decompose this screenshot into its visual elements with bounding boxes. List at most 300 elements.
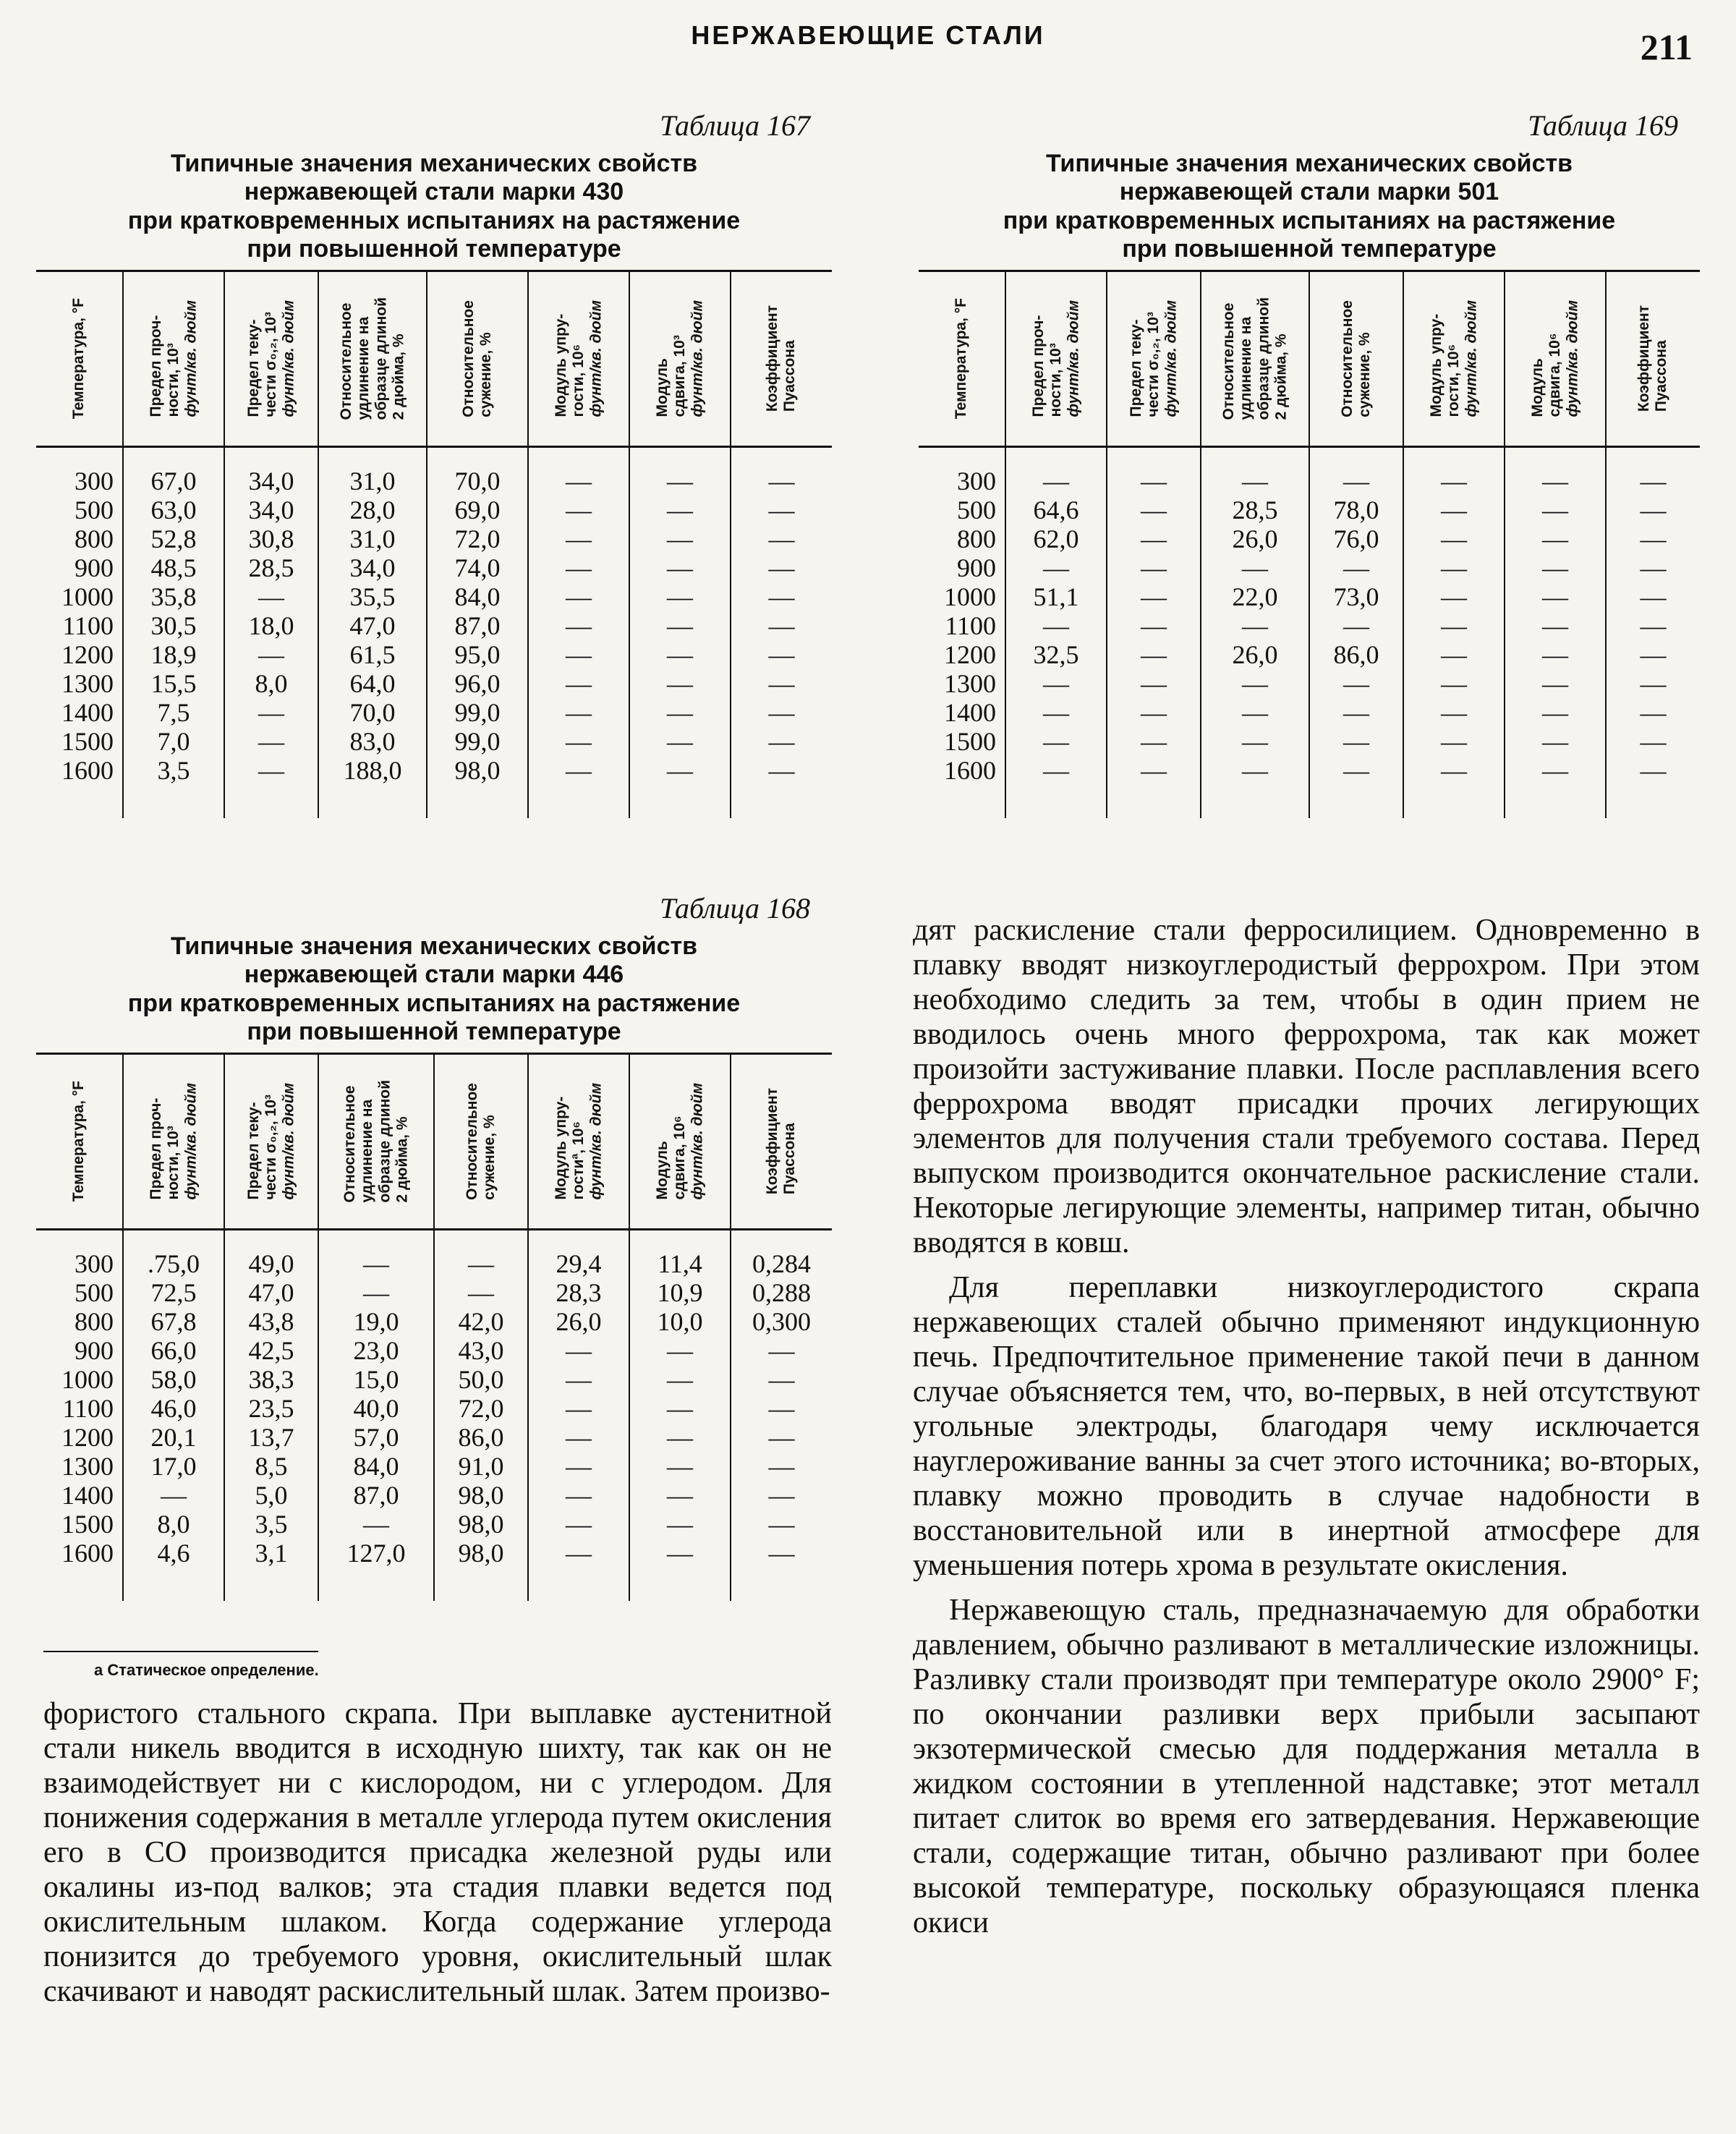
table-cell: 900: [75, 553, 114, 582]
paragraph: дят раскисление стали ферросилицием. Одновременно в плавку вводят низкоуглеродистый феррохром. При этом необходимо следить за тем, чтобы в один прием не вводилось очень много феррохрома, так как может произойти застуживание плавки. После расплавления всего феррохрома вводят присадки прочих легирующих элементов для получения стали требуемого состава. Перед выпуском производится окончательное раскисление стали. Некоторые легирующие элементы, например титан, обычно вводятся в ковш.: [913, 914, 1700, 1259]
table-cell: 34,0: [224, 496, 318, 524]
left-column-text: [43, 1696, 832, 2009]
table-cell: 4,6: [123, 1539, 224, 1568]
table-cell: —: [528, 1481, 629, 1510]
table-cell: —: [1505, 727, 1606, 756]
table-cell: —: [528, 1539, 629, 1568]
header-strength: Предел проч- ности, 10³ фунт/кв. дюйм: [147, 300, 200, 417]
table-cell: —: [1005, 446, 1107, 496]
table-cell: 1200: [61, 1422, 114, 1452]
table-cell: —: [1505, 446, 1606, 496]
table-cell: —: [629, 553, 731, 582]
table-cell: —: [1107, 669, 1201, 698]
table-cell: —: [731, 1336, 832, 1365]
table-cell: 1500: [944, 726, 996, 756]
table-cell: 1600: [61, 1538, 114, 1568]
table-cell: —: [1606, 553, 1700, 582]
table-cell: 15,0: [318, 1365, 434, 1394]
table-cell: —: [1201, 669, 1309, 698]
table-row: [919, 524, 1700, 553]
table-cell: 0,284: [731, 1229, 832, 1278]
table-cell: —: [434, 1229, 528, 1278]
table-cell: —: [434, 1278, 528, 1307]
table-cell: 1100: [62, 611, 114, 640]
table-cell: 98,0: [434, 1510, 528, 1539]
table-cell: —: [731, 446, 832, 496]
table-cell: 15,5: [123, 669, 224, 698]
table-row: [36, 640, 832, 669]
table-cell: 900: [75, 1335, 114, 1365]
table-cell: —: [1606, 640, 1700, 669]
table-cell: —: [1606, 698, 1700, 727]
table-cell: 23,0: [318, 1336, 434, 1365]
table-cell: —: [1505, 553, 1606, 582]
table-cell: —: [1309, 611, 1403, 640]
table-number: Таблица 169: [1528, 109, 1678, 142]
table-cell: 46,0: [123, 1394, 224, 1423]
table-cell: 22,0: [1201, 582, 1309, 611]
table-cell: 67,8: [123, 1307, 224, 1336]
table-cell: 1600: [944, 755, 996, 785]
table-cell: —: [1107, 698, 1201, 727]
header-temperature: Температура, °F: [70, 1081, 88, 1202]
table-cell: 84,0: [427, 582, 528, 611]
table-cell: .75,0: [123, 1229, 224, 1278]
table-cell: 52,8: [123, 524, 224, 553]
table-cell: —: [1403, 553, 1505, 582]
table-row: [36, 1307, 832, 1336]
table-cell: 40,0: [318, 1394, 434, 1423]
table-cell: 30,5: [123, 611, 224, 640]
table-cell: —: [629, 1481, 731, 1510]
table-cell: —: [318, 1229, 434, 1278]
table-cell: —: [1107, 496, 1201, 524]
table-cell: 31,0: [318, 524, 427, 553]
table-cell: 3,5: [123, 756, 224, 785]
header-yield: Предел теку- чести σ₀,₂, 10³ фунт/кв. дюйм: [244, 300, 297, 417]
table-cell: 47,0: [224, 1278, 318, 1307]
table-cell: 34,0: [318, 553, 427, 582]
table-cell: 51,1: [1005, 582, 1107, 611]
table-cell: —: [1403, 640, 1505, 669]
table-cell: —: [731, 1539, 832, 1568]
table-cell: —: [1606, 727, 1700, 756]
table-cell: 66,0: [123, 1336, 224, 1365]
header-shear: Модуль сдвига, 10⁶ фунт/кв. дюйм: [1528, 300, 1581, 417]
table-cell: —: [1505, 669, 1606, 698]
table-cell: —: [1505, 611, 1606, 640]
table-cell: 8,5: [224, 1452, 318, 1481]
header-temperature: Температура, °F: [70, 298, 88, 420]
table-cell: 300: [75, 466, 114, 496]
table-cell: —: [1201, 756, 1309, 785]
table-cell: —: [528, 756, 629, 785]
table-cell: —: [1107, 727, 1201, 756]
table-cell: —: [731, 524, 832, 553]
table-cell: 1000: [61, 582, 114, 611]
table-cell: 500: [957, 495, 996, 524]
table-cell: —: [1606, 582, 1700, 611]
table-row: [36, 496, 832, 524]
table-167: [36, 109, 832, 818]
table-row: [36, 446, 832, 496]
table-cell: —: [528, 496, 629, 524]
table-cell: —: [318, 1278, 434, 1307]
table-cell: —: [1107, 446, 1201, 496]
table-cell: —: [1403, 524, 1505, 553]
table-cell: —: [629, 1394, 731, 1423]
table-row: [36, 1365, 832, 1394]
header-modulus: Модуль упру- гости, 10⁶ фунт/кв. дюйм: [1427, 300, 1480, 417]
table-cell: 1000: [61, 1364, 114, 1394]
table-cell: 30,8: [224, 524, 318, 553]
table-cell: 1100: [62, 1393, 114, 1423]
table-cell: —: [629, 1539, 731, 1568]
table-cell: 300: [957, 466, 996, 496]
table-cell: —: [629, 727, 731, 756]
table-cell: —: [1403, 611, 1505, 640]
table-cell: —: [1403, 669, 1505, 698]
table-cell: —: [528, 1452, 629, 1481]
table-row: [36, 669, 832, 698]
table-row: [919, 640, 1700, 669]
running-head: НЕРЖАВЕЮЩИЕ СТАЛИ: [691, 20, 1045, 50]
header-strength: Предел проч- ности, 10³ фунт/кв. дюйм: [1029, 300, 1082, 417]
table-row: [919, 611, 1700, 640]
table-row: [36, 611, 832, 640]
data-table: [36, 270, 832, 818]
table-cell: —: [1403, 727, 1505, 756]
table-cell: —: [731, 1365, 832, 1394]
table-cell: —: [629, 1336, 731, 1365]
table-cell: 17,0: [123, 1452, 224, 1481]
table-cell: 42,5: [224, 1336, 318, 1365]
table-cell: 1600: [61, 755, 114, 785]
table-cell: —: [1201, 446, 1309, 496]
table-cell: —: [1403, 698, 1505, 727]
header-poisson: Коэффициент Пуассона: [1635, 305, 1670, 412]
table-cell: —: [224, 756, 318, 785]
table-cell: 5,0: [224, 1481, 318, 1510]
table-cell: 0,288: [731, 1278, 832, 1307]
table-cell: —: [1309, 727, 1403, 756]
table-cell: 35,5: [318, 582, 427, 611]
table-cell: 42,0: [434, 1307, 528, 1336]
table-cell: 61,5: [318, 640, 427, 669]
right-column-text: [913, 913, 1700, 1940]
table-cell: 1100: [945, 611, 996, 640]
table-cell: —: [1107, 611, 1201, 640]
table-cell: 43,8: [224, 1307, 318, 1336]
table-row: [36, 1336, 832, 1365]
table-cell: —: [1107, 553, 1201, 582]
table-cell: 67,0: [123, 446, 224, 496]
table-row: [919, 756, 1700, 785]
table-cell: —: [1201, 698, 1309, 727]
table-row: [919, 582, 1700, 611]
table-cell: —: [1309, 446, 1403, 496]
table-cell: —: [629, 1365, 731, 1394]
header-reduction: Относительное сужение, %: [463, 1082, 498, 1200]
header-poisson: Коэффициент Пуассона: [764, 305, 799, 412]
table-cell: 78,0: [1309, 496, 1403, 524]
table-cell: —: [1107, 756, 1201, 785]
table-cell: —: [629, 1423, 731, 1452]
paragraph: фористого стального скрапа. При выплавке аустенитной стали никель вводится в исходную шихту, так как он не взаимодействует ни с кислородом, ни с углеродом. Для понижения содержания в металле углерода путем окисления его в CO производится присадка железной руды или окалины из-под валков; эта стадия плавки ведется под окислительным шлаком. Когда содержание углерода понизится до требуемого уровня, окислительный шлак скачивают и наводят раскислительный шлак. Затем произво-: [43, 1697, 832, 2008]
table-cell: —: [629, 1452, 731, 1481]
table-cell: —: [1005, 698, 1107, 727]
table-cell: —: [731, 756, 832, 785]
table-cell: —: [1201, 553, 1309, 582]
table-number: Таблица 168: [660, 892, 810, 924]
table-row-spacer: [919, 785, 1700, 818]
table-cell: 1000: [944, 582, 996, 611]
table-row: [36, 582, 832, 611]
paragraph: Для переплавки низкоуглеродистого скрапа нержавеющих сталей обычно применяют индукционную печь. Предпочтительное применение такой печи в данном случае объясняется тем, что, во-первых, в ней отсутствуют угольные электроды, благодаря чему исключается науглероживание ванны за счет этого источника; во-вторых, плавку можно проводить в случае надобности в восстановительной или в инертной атмосфере для уменьшения потерь хрома в результате окисления.: [913, 1271, 1700, 1582]
table-cell: —: [629, 524, 731, 553]
table-cell: —: [731, 1423, 832, 1452]
header-elongation: Относительное удлинение на образце длиной 2 дюйма, %: [1220, 297, 1290, 420]
table-cell: —: [1606, 756, 1700, 785]
table-cell: 28,0: [318, 496, 427, 524]
table-cell: —: [1403, 496, 1505, 524]
table-cell: 23,5: [224, 1394, 318, 1423]
table-row-spacer: [36, 1568, 832, 1601]
table-cell: —: [123, 1481, 224, 1510]
table-cell: 86,0: [1309, 640, 1403, 669]
table-169: [919, 109, 1700, 818]
table-cell: —: [1403, 756, 1505, 785]
table-cell: 1200: [944, 639, 996, 669]
table-cell: 74,0: [427, 553, 528, 582]
table-cell: —: [528, 1336, 629, 1365]
table-cell: 58,0: [123, 1365, 224, 1394]
table-cell: —: [1505, 756, 1606, 785]
table-cell: 31,0: [318, 446, 427, 496]
table-cell: 18,0: [224, 611, 318, 640]
table-cell: —: [528, 553, 629, 582]
table-cell: 300: [75, 1249, 114, 1278]
header-shear: Модуль сдвига, 10⁶ фунт/кв. дюйм: [653, 1083, 706, 1200]
table-cell: 800: [75, 524, 114, 553]
table-row: [36, 1481, 832, 1510]
table-cell: —: [731, 727, 832, 756]
table-cell: 11,4: [629, 1229, 731, 1278]
table-cell: —: [1005, 611, 1107, 640]
table-cell: —: [629, 496, 731, 524]
table-cell: —: [224, 698, 318, 727]
table-cell: —: [629, 611, 731, 640]
table-cell: 64,0: [318, 669, 427, 698]
table-cell: 800: [957, 524, 996, 553]
table-cell: —: [528, 1510, 629, 1539]
table-cell: —: [629, 640, 731, 669]
table-cell: —: [629, 669, 731, 698]
table-cell: 62,0: [1005, 524, 1107, 553]
table-cell: 10,9: [629, 1278, 731, 1307]
table-row: [36, 1229, 832, 1278]
table-cell: —: [629, 756, 731, 785]
table-cell: 1300: [944, 668, 996, 698]
table-cell: —: [731, 1510, 832, 1539]
table-row: [36, 727, 832, 756]
table-cell: —: [1403, 446, 1505, 496]
table-cell: —: [731, 496, 832, 524]
table-cell: —: [528, 698, 629, 727]
table-cell: —: [1107, 524, 1201, 553]
table-cell: 1300: [61, 668, 114, 698]
table-cell: 72,5: [123, 1278, 224, 1307]
paragraph: Нержавеющую сталь, предназначаемую для обработки давлением, обычно разливают в металлические изложницы. Разливку стали производят при температуре около 2900° F; по окончании разливки верх прибыли засыпают экзотермической смесью для поддержания металла в жидком состоянии в утепленной надставке; этот металл питает слиток во время его затвердевания. Нержавеющие стали, содержащие титан, обычно разливают при более высокой температуре, поскольку образующаяся пленка окиси: [913, 1594, 1700, 1939]
table-cell: 127,0: [318, 1539, 434, 1568]
page-number: 211: [1640, 27, 1693, 67]
table-cell: 70,0: [427, 446, 528, 496]
table-cell: —: [629, 446, 731, 496]
table-cell: 800: [75, 1306, 114, 1336]
table-cell: 188,0: [318, 756, 427, 785]
table-cell: —: [1606, 611, 1700, 640]
table-cell: —: [1403, 582, 1505, 611]
table-row: [36, 1278, 832, 1307]
data-table: [36, 1053, 832, 1601]
table-cell: 1300: [61, 1451, 114, 1481]
table-cell: 32,5: [1005, 640, 1107, 669]
table-cell: 63,0: [123, 496, 224, 524]
table-row: [36, 1539, 832, 1568]
table-cell: —: [528, 727, 629, 756]
table-title: Типичные значения механических свойств нержавеющей стали марки 446 при кратковременных испытаниях на растяжение при повышенной температуре: [127, 932, 741, 1046]
table-cell: 64,6: [1005, 496, 1107, 524]
table-cell: —: [528, 1365, 629, 1394]
table-cell: —: [528, 669, 629, 698]
table-cell: —: [318, 1510, 434, 1539]
table-title: Типичные значения механических свойств нержавеющей стали марки 501 при кратковременных испытаниях на растяжение при повышенной температуре: [1003, 150, 1616, 263]
header-yield: Предел теку- чести σ₀,₂, 10³ фунт/кв. дюйм: [1127, 300, 1180, 417]
table-row: [919, 698, 1700, 727]
table-cell: 20,1: [123, 1423, 224, 1452]
table-cell: —: [1505, 640, 1606, 669]
table-row: [36, 698, 832, 727]
table-cell: 500: [75, 1278, 114, 1307]
table-cell: 0,300: [731, 1307, 832, 1336]
table-cell: —: [1005, 669, 1107, 698]
table-cell: 47,0: [318, 611, 427, 640]
table-cell: —: [731, 1481, 832, 1510]
table-cell: —: [224, 727, 318, 756]
table-cell: 87,0: [427, 611, 528, 640]
header-modulus: Модуль упру- гости, 10⁶ фунт/кв. дюйм: [552, 300, 605, 417]
table-cell: 7,5: [123, 698, 224, 727]
table-cell: 28,5: [224, 553, 318, 582]
table-cell: 1500: [61, 726, 114, 756]
table-cell: —: [528, 446, 629, 496]
table-cell: 49,0: [224, 1229, 318, 1278]
table-cell: 1400: [61, 697, 114, 727]
table-row: [36, 1423, 832, 1452]
table-row: [919, 446, 1700, 496]
table-cell: 95,0: [427, 640, 528, 669]
table-cell: —: [528, 1394, 629, 1423]
header-shear: Модуль сдвига, 10³ фунт/кв. дюйм: [653, 300, 706, 417]
footnote: а Статическое определение.: [94, 1661, 319, 1679]
table-row: [919, 553, 1700, 582]
table-cell: —: [731, 1452, 832, 1481]
table-cell: 18,9: [123, 640, 224, 669]
table-cell: —: [1309, 669, 1403, 698]
table-168: [36, 891, 832, 1601]
table-row: [36, 553, 832, 582]
table-cell: 13,7: [224, 1423, 318, 1452]
table-cell: 50,0: [434, 1365, 528, 1394]
table-cell: —: [224, 582, 318, 611]
table-cell: 43,0: [434, 1336, 528, 1365]
table-cell: —: [731, 582, 832, 611]
table-cell: —: [1309, 553, 1403, 582]
table-row-spacer: [36, 785, 832, 818]
table-row: [36, 524, 832, 553]
table-cell: 8,0: [224, 669, 318, 698]
table-cell: 48,5: [123, 553, 224, 582]
table-cell: 72,0: [434, 1394, 528, 1423]
data-table: [919, 270, 1700, 818]
table-cell: 28,3: [528, 1278, 629, 1307]
header-elongation: Относительное удлинение на образце длиной 2 дюйма, %: [341, 1080, 411, 1203]
table-cell: —: [528, 524, 629, 553]
table-cell: 1400: [61, 1480, 114, 1510]
table-cell: —: [1201, 727, 1309, 756]
table-cell: 98,0: [434, 1481, 528, 1510]
table-cell: —: [1505, 496, 1606, 524]
table-cell: —: [1309, 698, 1403, 727]
header-reduction: Относительное сужение, %: [459, 299, 494, 417]
table-cell: —: [731, 611, 832, 640]
table-cell: 26,0: [1201, 524, 1309, 553]
table-cell: —: [1005, 727, 1107, 756]
table-cell: —: [1505, 524, 1606, 553]
table-cell: 70,0: [318, 698, 427, 727]
table-row: [36, 756, 832, 785]
table-cell: 3,5: [224, 1510, 318, 1539]
table-cell: —: [1005, 756, 1107, 785]
table-cell: —: [224, 640, 318, 669]
table-cell: 91,0: [434, 1452, 528, 1481]
table-cell: —: [731, 669, 832, 698]
table-cell: 3,1: [224, 1539, 318, 1568]
table-cell: 28,5: [1201, 496, 1309, 524]
table-cell: —: [1107, 582, 1201, 611]
table-cell: —: [1606, 496, 1700, 524]
header-yield: Предел теку- чести σ₀,₂, 10³ фунт/кв. дюйм: [244, 1083, 297, 1200]
footnote-rule: [43, 1651, 318, 1652]
table-cell: —: [629, 582, 731, 611]
table-row: [36, 1394, 832, 1423]
table-cell: 98,0: [427, 756, 528, 785]
table-cell: —: [1005, 553, 1107, 582]
table-cell: 900: [957, 553, 996, 582]
table-cell: —: [731, 1394, 832, 1423]
table-cell: 72,0: [427, 524, 528, 553]
table-cell: 73,0: [1309, 582, 1403, 611]
table-cell: 7,0: [123, 727, 224, 756]
table-cell: 10,0: [629, 1307, 731, 1336]
header-strength: Предел проч- ности, 10³ фунт/кв. дюйм: [147, 1083, 200, 1200]
table-row: [919, 496, 1700, 524]
table-cell: 26,0: [1201, 640, 1309, 669]
table-row: [36, 1510, 832, 1539]
table-cell: —: [1505, 582, 1606, 611]
table-cell: 35,8: [123, 582, 224, 611]
table-cell: —: [629, 698, 731, 727]
